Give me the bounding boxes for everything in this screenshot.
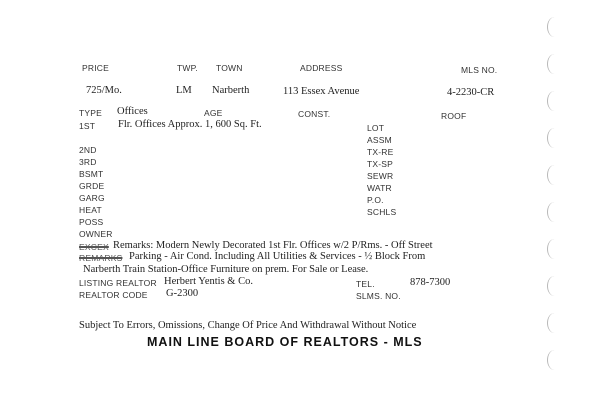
mls-no-value: 4-2230-CR bbox=[447, 87, 495, 98]
type-label: TYPE bbox=[79, 108, 103, 118]
punch-holes bbox=[547, 0, 567, 400]
struck-label-1: EXCEX bbox=[79, 242, 109, 252]
town-value: Narberth bbox=[212, 85, 250, 96]
punch-hole bbox=[547, 239, 562, 259]
punch-hole bbox=[547, 313, 562, 333]
label-grde: GRDE bbox=[79, 181, 105, 191]
label-tx-sp: TX-SP bbox=[367, 159, 394, 169]
age-label: AGE bbox=[204, 108, 223, 118]
label-po: P.O. bbox=[367, 195, 384, 205]
twp-value: LM bbox=[176, 85, 192, 96]
twp-label: TWP. bbox=[177, 63, 198, 73]
town-label: TOWN bbox=[216, 63, 243, 73]
address-label: ADDRESS bbox=[300, 63, 343, 73]
struck-label-2: REMARKS bbox=[79, 253, 123, 263]
first-floor-label: 1ST bbox=[79, 121, 96, 131]
label-owner: OWNER bbox=[79, 229, 113, 239]
disclaimer: Subject To Errors, Omissions, Change Of Price And Withdrawal Without Notice bbox=[79, 320, 417, 331]
listing-realtor-label: LISTING REALTOR bbox=[79, 278, 157, 288]
punch-hole bbox=[547, 17, 562, 37]
punch-hole bbox=[547, 54, 562, 74]
price-label: PRICE bbox=[82, 63, 109, 73]
label-sewr: SEWR bbox=[367, 171, 394, 181]
board-title: MAIN LINE BOARD OF REALTORS - MLS bbox=[147, 335, 423, 349]
tel-label: TEL. bbox=[356, 279, 375, 289]
roof-label: ROOF bbox=[441, 111, 467, 121]
remarks-line-3: Narberth Train Station-Office Furniture on prem. For Sale or Lease. bbox=[83, 264, 369, 275]
label-watr: WATR bbox=[367, 183, 392, 193]
address-value: 113 Essex Avenue bbox=[283, 86, 360, 97]
punch-hole bbox=[547, 128, 562, 148]
label-2nd: 2ND bbox=[79, 145, 97, 155]
punch-hole bbox=[547, 202, 562, 222]
label-tx-re: TX-RE bbox=[367, 147, 394, 157]
label-poss: POSS bbox=[79, 217, 104, 227]
realtor-code-value: G-2300 bbox=[166, 288, 199, 299]
slms-no-label: SLMS. NO. bbox=[356, 291, 401, 301]
remarks-line-1: Remarks: Modern Newly Decorated 1st Flr. Offices w/2 P/Rms. - Off Street bbox=[113, 240, 433, 251]
realtor-code-label: REALTOR CODE bbox=[79, 290, 148, 300]
price-value: 725/Mo. bbox=[86, 85, 122, 96]
label-lot: LOT bbox=[367, 123, 385, 133]
punch-hole bbox=[547, 91, 562, 111]
label-3rd: 3RD bbox=[79, 157, 97, 167]
punch-hole bbox=[547, 276, 562, 296]
label-garg: GARG bbox=[79, 193, 105, 203]
type-value: Offices bbox=[117, 106, 148, 117]
label-bsmt: BSMT bbox=[79, 169, 104, 179]
remarks-line-2: Parking - Air Cond. Including All Utilities & Services - ½ Block From bbox=[129, 251, 426, 262]
mls-no-label: MLS NO. bbox=[461, 65, 498, 75]
punch-hole bbox=[547, 350, 562, 370]
listing-realtor-value: Herbert Yentis & Co. bbox=[164, 276, 253, 287]
label-heat: HEAT bbox=[79, 205, 102, 215]
label-schls: SCHLS bbox=[367, 207, 397, 217]
const-label: CONST. bbox=[298, 109, 331, 119]
tel-value: 878-7300 bbox=[410, 277, 451, 288]
punch-hole bbox=[547, 165, 562, 185]
first-floor-value: Flr. Offices Approx. 1, 600 Sq. Ft. bbox=[118, 119, 262, 130]
label-assm: ASSM bbox=[367, 135, 392, 145]
